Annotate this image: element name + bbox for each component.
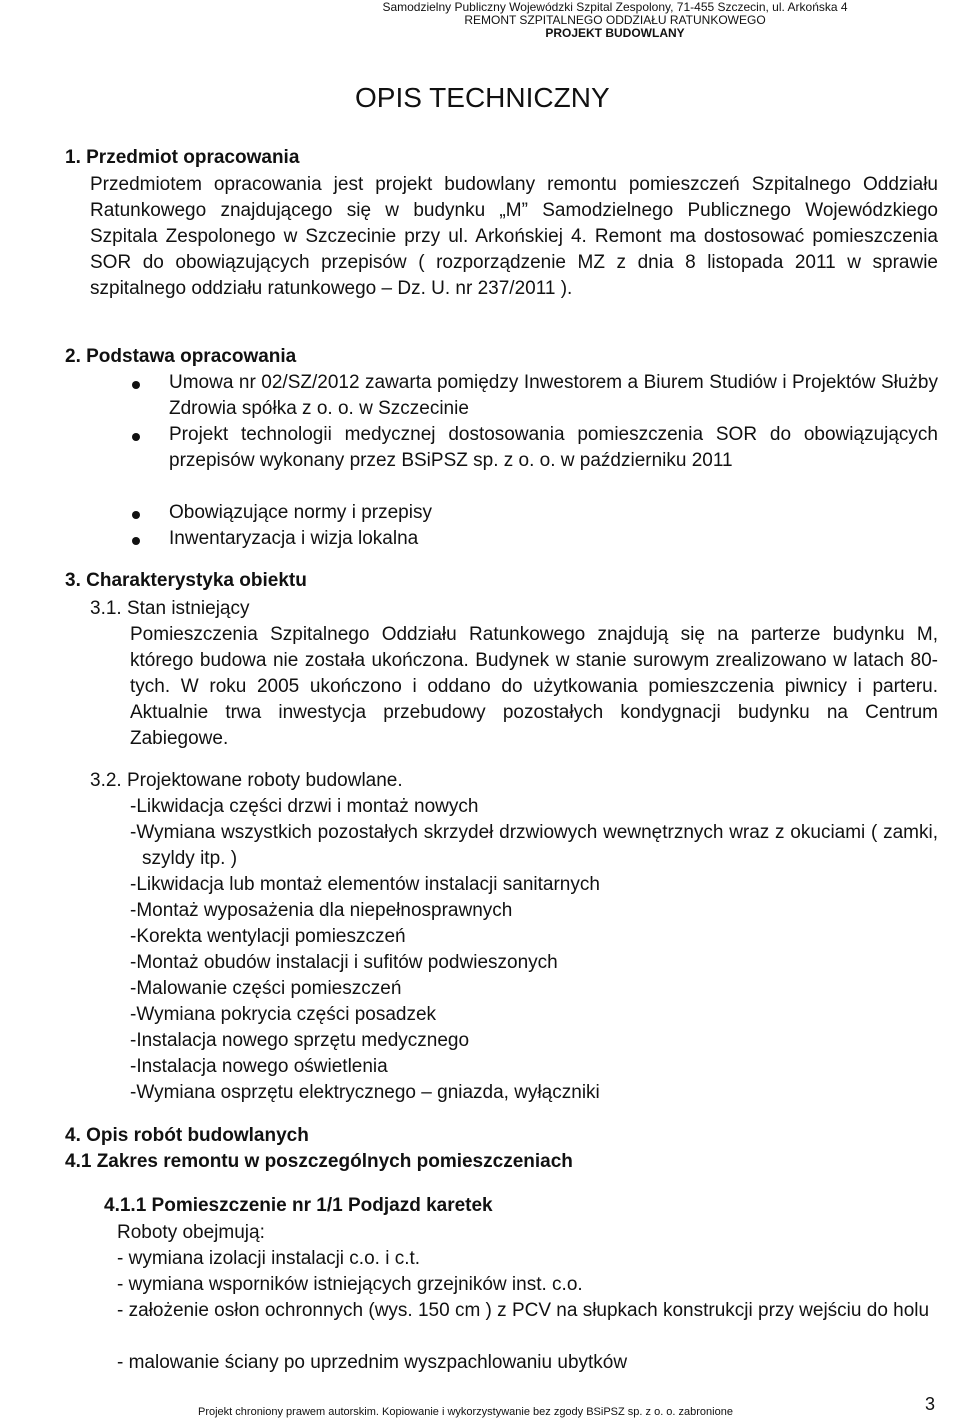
page-number: 3	[925, 1394, 936, 1414]
basis-item-2: Projekt technologii medycznej dostosowania pomieszczenia SOR do obowiązujących przepisów wykonany przez BSiPSZ sp. z o. o. w październiku 2011	[169, 424, 938, 471]
work-item-7: -Malowanie części pomieszczeń	[130, 978, 402, 999]
bullet-icon	[132, 381, 140, 389]
section-3-heading: 3. Charakterystyka obiektu	[65, 570, 307, 591]
work-item-11: -Wymiana osprzętu elektrycznego – gniazda, wyłączniki	[130, 1082, 600, 1103]
header-institution: Samodzielny Publiczny Wojewódzki Szpital Zespolony, 71-455 Szczecin, ul. Arkońska 4	[382, 0, 848, 14]
basis-item-4: Inwentaryzacja i wizja lokalna	[169, 528, 419, 549]
section-1-paragraph: Przedmiotem opracowania jest projekt budowlany remontu pomieszczeń Szpitalnego Oddziału Ratunkowego znajdującego się w budynku „M” Samodzielnego Publicznego Wojewódzkiego Szpitala Zespolonego w Szczecinie przy ul. Arkońskiej 4. Remont ma dostosować pomieszczenia SOR do obowiązujących przepisów ( rozporządzenie MZ z dnia 8 listopada 2011 w sprawie szpitalnego oddziału ratunkowego – Dz. U. nr 237/2011 ).	[90, 174, 938, 299]
header-project-type: PROJEKT BUDOWLANY	[545, 26, 685, 40]
work-item-2: -Wymiana wszystkich pozostałych skrzydeł drzwiowych wewnętrznych wraz z okuciami ( zamki, szyldy itp. )	[130, 822, 938, 869]
room-item-2: - wymiana wsporników istniejących grzejników inst. c.o.	[117, 1274, 583, 1295]
basis-item-3: Obowiązujące normy i przepisy	[169, 502, 432, 523]
bullet-icon	[132, 537, 140, 545]
section-3-1-heading: 3.1. Stan istniejący	[90, 598, 250, 619]
section-3-1-paragraph: Pomieszczenia Szpitalnego Oddziału Ratunkowego znajdują się na parterze budynku M, którego budowa nie została ukończona. Budynek w stanie surowym zrealizowano w latach 80-tych. W roku 2005 ukończono i oddano do użytkowania pomieszczenia piwnicy i parteru. Aktualnie trwa inwestycja przebudowy pozostałych kondygnacji budynku na Centrum Zabiegowe.	[130, 624, 938, 749]
bullet-icon	[132, 433, 140, 441]
room-item-4: - malowanie ściany po uprzednim wyszpachlowaniu ubytków	[117, 1352, 628, 1373]
room-intro: Roboty obejmują:	[117, 1222, 265, 1243]
bullet-icon	[132, 511, 140, 519]
section-4-1-heading: 4.1 Zakres remontu w poszczególnych pomieszczeniach	[65, 1151, 573, 1172]
work-item-4: -Montaż wyposażenia dla niepełnosprawnych	[130, 900, 513, 921]
work-item-5: -Korekta wentylacji pomieszczeń	[130, 926, 406, 947]
section-3-2-heading: 3.2. Projektowane roboty budowlane.	[90, 770, 403, 791]
basis-item-1: Umowa nr 02/SZ/2012 zawarta pomiędzy Inwestorem a Biurem Studiów i Projektów Służby Zdrowia spółka z o. o. w Szczecinie	[169, 372, 938, 419]
room-heading: 4.1.1 Pomieszczenie nr 1/1 Podjazd karetek	[104, 1195, 493, 1216]
section-2-heading: 2. Podstawa opracowania	[65, 346, 297, 367]
room-item-1: - wymiana izolacji instalacji c.o. i c.t.	[117, 1248, 421, 1269]
footer-copyright: Projekt chroniony prawem autorskim. Kopiowanie i wykorzystywanie bez zgody BSiPSZ sp. z o. o. zabronione	[198, 1406, 733, 1418]
work-item-6: -Montaż obudów instalacji i sufitów podwieszonych	[130, 952, 558, 973]
section-4-heading: 4. Opis robót budowlanych	[65, 1125, 309, 1146]
work-item-9: -Instalacja nowego sprzętu medycznego	[130, 1030, 470, 1051]
header-project-name: REMONT SZPITALNEGO ODDZIAŁU RATUNKOWEGO	[464, 13, 766, 27]
work-item-10: -Instalacja nowego oświetlenia	[130, 1056, 388, 1077]
section-1-heading: 1. Przedmiot opracowania	[65, 147, 300, 168]
work-item-3: -Likwidacja lub montaż elementów instalacji sanitarnych	[130, 874, 600, 895]
work-item-8: -Wymiana pokrycia części posadzek	[130, 1004, 437, 1025]
room-item-3: - założenie osłon ochronnych (wys. 150 cm ) z PCV na słupkach konstrukcji przy wejściu do holu	[117, 1300, 930, 1321]
document-title: OPIS TECHNICZNY	[355, 82, 610, 113]
work-item-1: -Likwidacja części drzwi i montaż nowych	[130, 796, 479, 817]
